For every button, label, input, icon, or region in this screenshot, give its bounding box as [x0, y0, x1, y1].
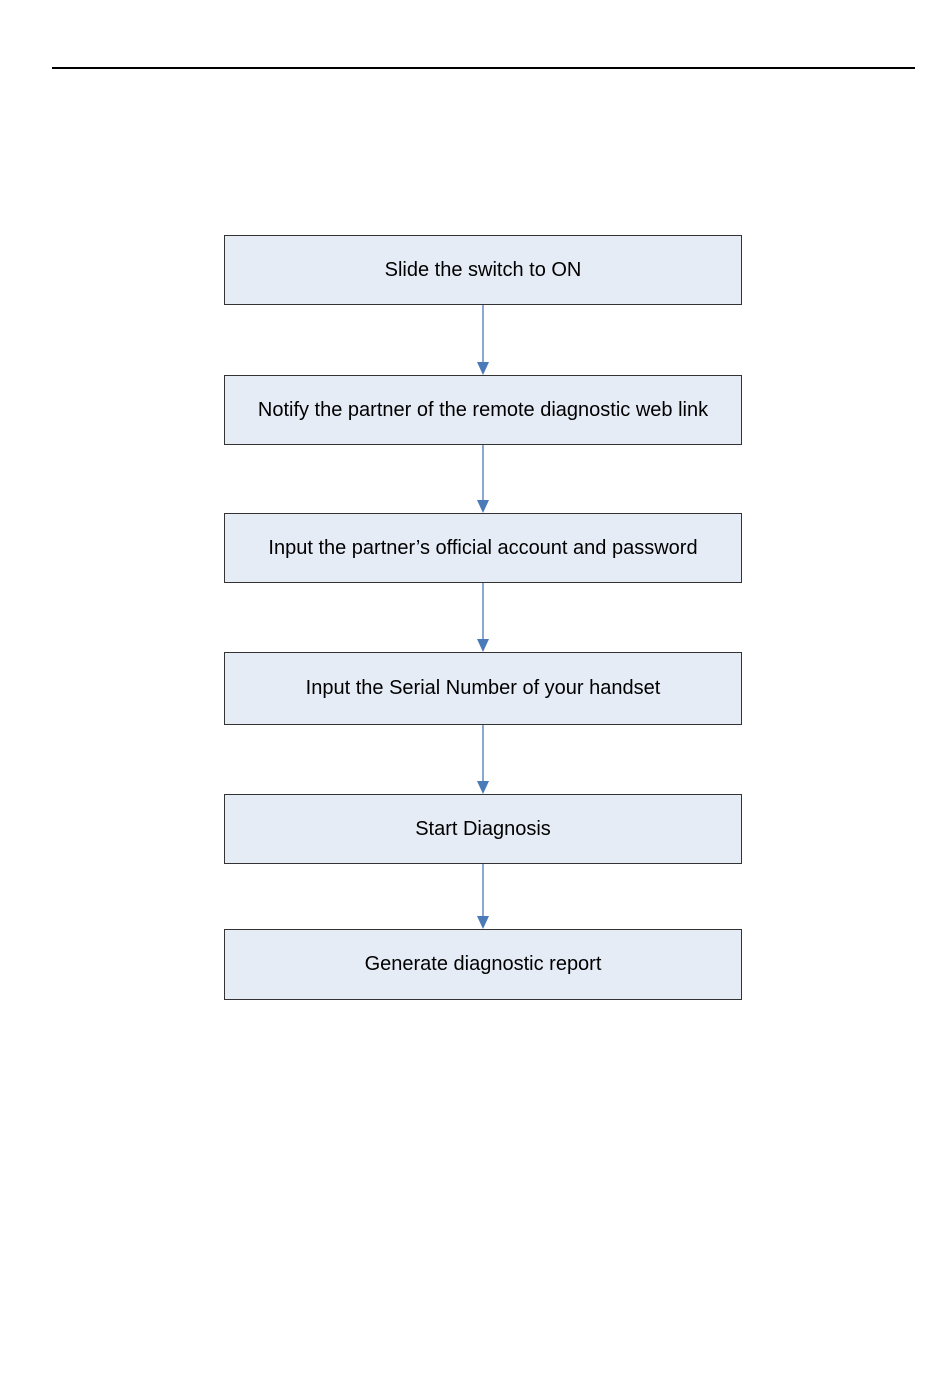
arrow-5-to-6 [477, 864, 489, 929]
arrow-2-to-3 [477, 445, 489, 513]
step-1-label: Slide the switch to ON [384, 258, 582, 281]
step-5-label: Start Diagnosis [415, 817, 551, 840]
arrow-1-to-2 [477, 305, 489, 375]
step-6-label: Generate diagnostic report [364, 953, 602, 975]
arrow-4-to-5 [477, 725, 489, 794]
step-2-label: Notify the partner of the remote diagnostic web link [257, 398, 709, 421]
arrow-3-to-4 [477, 583, 489, 652]
step-4-label: Input the Serial Number of your handset [305, 677, 661, 699]
step-3-label: Input the partner’s official account and password [268, 536, 698, 559]
